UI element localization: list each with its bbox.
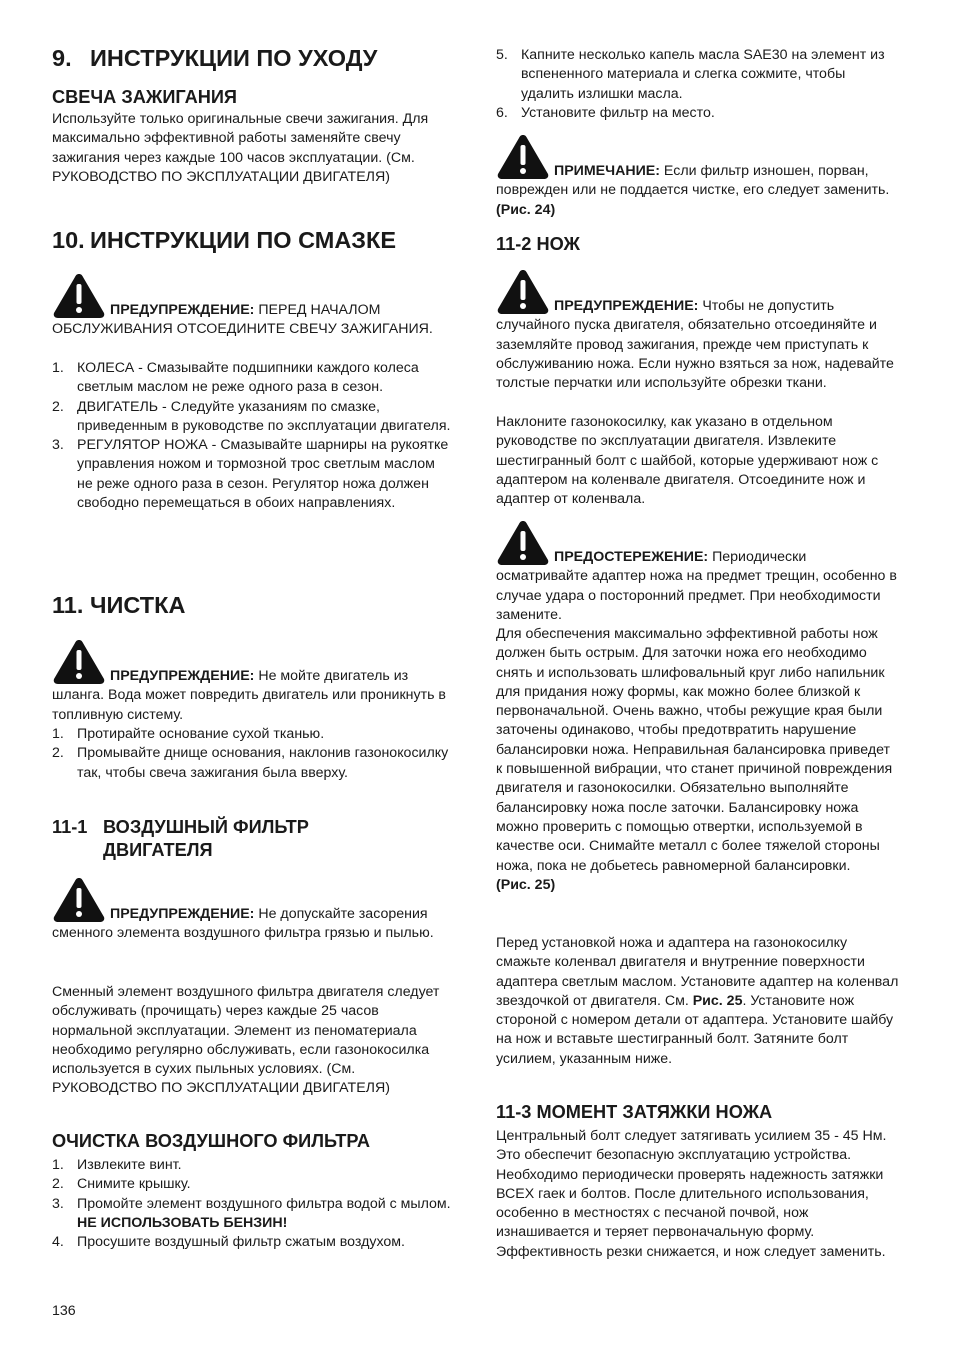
item-text: Протирайте основание сухой тканью. bbox=[77, 726, 325, 742]
note-text: Если фильтр изношен, порван, поврежден или не поддается чистке, его следует заменить. bbox=[496, 163, 890, 199]
sharpen-text: Для обеспечения максимально эффективной работы нож должен быть острым. Для заточки ножа его необходимо снять и использовать шлифовальный круг либо напильник для придания ножу формы, как можно более близкой к первоначальной. Очень важно, чтобы режущие края были заточены одинаково, чтобы предотвратить нарушение балансировки ножа. Неправильная балансировка приведет к повышенной вибрации, что станет причиной повреждения двигателя и газонокосилки. Обязательно выполняйте балансировку ножа после заточки. Балансировку ножа можно проверить с помощью отвертки, используемой в качестве оси. Снимайте металл с более тяжелой стороны ножа, пока не добьетесь равномерной балансировки. bbox=[496, 626, 893, 874]
blade-caution bbox=[496, 548, 900, 625]
item-text: Снимите крышку. bbox=[77, 1176, 191, 1193]
figure-reference: (Рис. 25) bbox=[496, 876, 556, 893]
item-number: 2. bbox=[52, 745, 64, 762]
item-number: 3. bbox=[52, 437, 64, 454]
item-number: 4. bbox=[52, 1234, 64, 1251]
item-number: 1. bbox=[52, 1157, 64, 1173]
lubrication-list bbox=[52, 359, 454, 513]
section-title: ИНСТРУКЦИИ ПО СМАЗКЕ bbox=[90, 227, 397, 253]
item-number: 1. bbox=[52, 360, 64, 376]
item-number: 2. bbox=[52, 1176, 64, 1193]
warning-label: ПРЕДУПРЕЖДЕНИЕ: bbox=[110, 668, 255, 684]
title-line: ВОЗДУШНЫЙ ФИЛЬТР bbox=[103, 817, 309, 837]
air-filter-heading bbox=[52, 816, 309, 862]
cleaning-warning bbox=[52, 667, 454, 725]
blade-warning bbox=[496, 297, 900, 393]
item-text: Промывайте днище основания, наклонив газонокосилку так, чтобы свеча зажигания была вверху. bbox=[77, 745, 449, 781]
item-text: ДВИГАТЕЛЬ - Следуйте указаниям по смазке, приведенным в руководстве по эксплуатации двигателя. bbox=[77, 398, 451, 434]
list-item bbox=[52, 1233, 454, 1252]
caution-label: ПРЕДОСТЕРЕЖЕНИЕ: bbox=[554, 549, 709, 565]
item-number: 6. bbox=[496, 104, 508, 121]
list-item bbox=[52, 1156, 454, 1175]
list-item bbox=[52, 1195, 454, 1234]
section-number: 11-1 bbox=[52, 817, 88, 837]
item-text: Установите фильтр на место. bbox=[521, 104, 715, 121]
item-text: Извлеките винт. bbox=[77, 1157, 182, 1173]
section-number: 10. bbox=[52, 227, 85, 253]
figure-reference: Рис. 25 bbox=[692, 992, 743, 1009]
warning-label: ПРЕДУПРЕЖДЕНИЕ: bbox=[110, 302, 255, 318]
torque-heading: 11-3 МОМЕНТ ЗАТЯЖКИ НОЖА bbox=[496, 1102, 773, 1122]
list-item bbox=[52, 436, 454, 513]
note-label: ПРИМЕЧАНИЕ: bbox=[554, 163, 660, 179]
install-text: Перед установкой ножа и адаптера на газонокосилку смажьте коленвал двигателя и внутренние поверхности адаптера светлым маслом. Установите адаптер на коленвал звездочкой от двигателя. См. bbox=[496, 935, 899, 1009]
install-text: . Установите нож стороной с номером детали от адаптера. Установите шайбу на нож и вставьте шестигранный болт. Затяните болт усилием, указанным ниже. bbox=[496, 992, 894, 1067]
warning-text: Не мойте двигатель из шланга. Вода может повредить двигатель или проникнуть в топливную систему. bbox=[52, 668, 446, 723]
section-10-heading bbox=[52, 226, 396, 254]
figure-reference: (Рис. 24) bbox=[496, 201, 556, 218]
section-number: 9. bbox=[52, 45, 72, 71]
blade-install-text bbox=[496, 934, 900, 1069]
section-11-heading bbox=[52, 591, 185, 619]
cleaning-list bbox=[52, 725, 454, 783]
clean-filter-heading: ОЧИСТКА ВОЗДУШНОГО ФИЛЬТРА bbox=[52, 1131, 370, 1151]
list-item bbox=[52, 744, 454, 783]
air-filter-text: Сменный элемент воздушного фильтра двигателя следует обслуживать (прочищать) через каждые 25 часов нормальной эксплуатации. Элемент из пеноматериала необходимо регулярно обслуживать, если газонокосилка используется в сухих пыльных условиях. (См. РУКОВОДСТВО ПО ЭКСПЛУАТАЦИИ ДВИГАТЕЛЯ) bbox=[52, 984, 440, 1097]
warning-text: Не допускайте засорения сменного элемента воздушного фильтра грязью и пылью. bbox=[52, 906, 434, 942]
torque-text: Центральный болт следует затягивать усилием 35 - 45 Нм. Это обеспечит безопасную эксплуатацию устройства. Необходимо периодически проверять надежность затяжки ВСЕХ гаек и болтов. После длительного использования, особенно в местностях с песчаной почвой, нож изнашивается и теряет первоначальную форму. Эффективность резки снижается, и нож следует заменить. bbox=[496, 1128, 887, 1260]
list-item bbox=[52, 359, 454, 398]
lubrication-warning bbox=[52, 301, 454, 340]
clean-filter-list bbox=[52, 1156, 454, 1252]
list-item bbox=[52, 1175, 454, 1194]
list-item bbox=[496, 104, 900, 123]
item-text-bold: НЕ ИСПОЛЬЗОВАТЬ БЕНЗИН! bbox=[77, 1214, 288, 1231]
list-item bbox=[496, 46, 900, 104]
item-text: КОЛЕСА - Смазывайте подшипники каждого колеса светлым маслом не реже одного раза в сезон. bbox=[77, 360, 419, 396]
spark-plug-heading: СВЕЧА ЗАЖИГАНИЯ bbox=[52, 87, 237, 107]
item-number: 3. bbox=[52, 1195, 64, 1212]
item-number: 1. bbox=[52, 726, 64, 742]
item-number: 5. bbox=[496, 47, 508, 63]
spark-plug-text: Используйте только оригинальные свечи зажигания. Для максимально эффективной работы заменяйте свечу зажигания через каждые 100 часов эксплуатации. (См. РУКОВОДСТВО ПО ЭКСПЛУАТАЦИИ ДВИГАТЕЛЯ) bbox=[52, 111, 429, 185]
section-title: ИНСТРУКЦИИ ПО УХОДУ bbox=[90, 45, 378, 71]
filter-note bbox=[496, 162, 900, 220]
item-text: РЕГУЛЯТОР НОЖА - Смазывайте шарниры на рукоятке управления ножом и тормозной трос светлым маслом не реже одного раза в сезон. Регулятор ножа должен свободно перемещаться в обоих направлениях. bbox=[77, 437, 449, 512]
page-number: 136 bbox=[52, 1303, 76, 1319]
title-line: ДВИГАТЕЛЯ bbox=[103, 840, 213, 860]
section-9-heading bbox=[52, 44, 377, 72]
list-item bbox=[52, 398, 454, 437]
item-number: 2. bbox=[52, 398, 64, 415]
warning-label: ПРЕДУПРЕЖДЕНИЕ: bbox=[554, 298, 699, 314]
air-filter-warning bbox=[52, 905, 454, 944]
warning-text: Чтобы не допустить случайного пуска двигателя, обязательно отсоединяйте и заземляйте провод зажигания, прежде чем приступать к обслуживанию ножа. Если нужно взяться за нож, надевайте толстые перчатки или используйте обрезки ткани. bbox=[496, 298, 894, 392]
list-item bbox=[52, 725, 454, 744]
blade-removal-text: Наклоните газонокосилку, как указано в отдельном руководстве по эксплуатации двигателя. Извлеките шестигранный болт с шайбой, которые удерживают нож с адаптером на коленвале двигателя. Отсоедините нож и адаптер от коленвала. bbox=[496, 414, 879, 508]
section-title bbox=[103, 816, 309, 862]
item-text bbox=[77, 1195, 454, 1234]
warning-text: ПЕРЕД НАЧАЛОМ ОБСЛУЖИВАНИЯ ОТСОЕДИНИТЕ СВЕЧУ ЗАЖИГАНИЯ. bbox=[52, 302, 433, 338]
caution-text: Периодически осматривайте адаптер ножа на предмет трещин, особенно в случае удара о посторонний предмет. При необходимости замените. bbox=[496, 549, 897, 623]
item-text: Капните несколько капель масла SAE30 на элемент из вспененного материала и слегка сожмите, чтобы удалить излишки масла. bbox=[521, 47, 885, 102]
clean-filter-list-continued bbox=[496, 46, 900, 123]
section-number: 11. bbox=[52, 592, 84, 618]
blade-heading: 11-2 НОЖ bbox=[496, 234, 580, 254]
item-text-plain: Промойте элемент воздушного фильтра водой с мылом. bbox=[77, 1195, 451, 1212]
item-text: Просушите воздушный фильтр сжатым воздухом. bbox=[77, 1234, 405, 1251]
section-title: ЧИСТКА bbox=[90, 592, 186, 618]
blade-sharpen-text bbox=[496, 625, 900, 895]
warning-label: ПРЕДУПРЕЖДЕНИЕ: bbox=[110, 906, 255, 922]
